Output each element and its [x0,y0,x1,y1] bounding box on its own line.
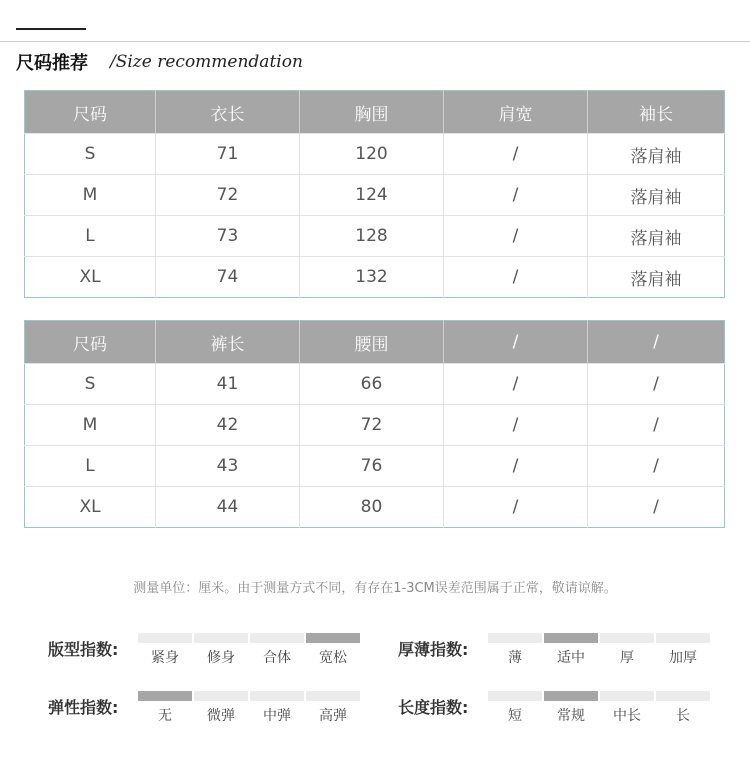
level-label: 合体 [263,650,291,666]
index-level [250,633,304,667]
level-bar [250,633,304,643]
table-cell: 120 [300,134,444,175]
index-level [488,633,542,667]
level-bar [138,633,192,643]
table-cell: 落肩袖 [588,216,725,257]
level-bar [600,633,654,643]
table-cell: 72 [300,405,444,446]
table-cell: 66 [300,364,444,405]
table-cell: XL [25,257,156,298]
level-label: 紧身 [151,650,179,666]
table-cell: L [25,446,156,487]
header-pants-length: 裤长 [156,321,300,364]
table-cell: XL [25,487,156,528]
index-level [138,691,192,725]
level-bar [194,691,248,701]
header-size: 尺码 [25,91,156,134]
level-label: 高弹 [319,708,347,724]
header-sleeve: 袖长 [588,91,725,134]
table-cell: 71 [156,134,300,175]
level-bar [544,691,598,701]
level-label: 常规 [557,708,585,724]
header-empty-1: / [444,321,588,364]
section-heading [16,50,303,74]
elasticity-index [48,691,368,731]
top-divider [0,41,750,42]
table-cell: 44 [156,487,300,528]
table-cell: S [25,364,156,405]
level-label: 厚 [620,650,634,666]
top-size-table [24,90,725,298]
thickness-index-label: 厚薄指数: [398,640,469,659]
table-cell: 80 [300,487,444,528]
level-bar [600,691,654,701]
table-cell: / [444,446,588,487]
fit-index-label: 版型指数: [48,640,119,659]
table-cell: / [588,405,725,446]
table-cell: / [444,257,588,298]
measurement-note: 测量单位：厘米。由于测量方式不同，有存在1-3CM误差范围属于正常，敬请谅解。 [133,581,617,596]
header-shoulder: 肩宽 [444,91,588,134]
table-cell: 72 [156,175,300,216]
length-index [398,691,718,731]
table-row [25,487,725,528]
table-cell: / [444,364,588,405]
heading-title-en: /Size recommendation [110,52,303,72]
table-cell: 41 [156,364,300,405]
level-bar [306,633,360,643]
level-bar [306,691,360,701]
index-level [194,633,248,667]
table-cell: / [444,487,588,528]
level-bar [250,691,304,701]
table-cell: / [444,134,588,175]
table-cell: / [588,364,725,405]
table-cell: 132 [300,257,444,298]
index-level [656,691,710,725]
elasticity-index-label: 弹性指数: [48,698,119,717]
level-bar [138,691,192,701]
table-row [25,446,725,487]
index-level [250,691,304,725]
length-index-label: 长度指数: [398,698,469,717]
table-cell: / [444,405,588,446]
level-label: 修身 [207,650,235,666]
table-cell: 73 [156,216,300,257]
table-row [25,216,725,257]
level-bar [488,691,542,701]
level-bar [488,633,542,643]
table-cell: S [25,134,156,175]
heading-title-zh: 尺码推荐 [16,53,88,74]
header-waist: 腰围 [300,321,444,364]
level-bar [194,633,248,643]
level-label: 微弹 [207,708,235,724]
level-label: 长 [676,708,690,724]
table-cell: 落肩袖 [588,175,725,216]
level-label: 薄 [508,650,522,666]
table-cell: 落肩袖 [588,257,725,298]
level-label: 无 [158,708,172,724]
index-level [544,691,598,725]
index-level [488,691,542,725]
table-cell: / [444,175,588,216]
level-label: 中弹 [263,708,291,724]
table-cell: / [588,446,725,487]
table-cell: 74 [156,257,300,298]
table-row [25,134,725,175]
table-header-row [25,321,725,364]
index-level [306,633,360,667]
table-cell: M [25,175,156,216]
table-row [25,364,725,405]
level-bar [656,633,710,643]
index-level [544,633,598,667]
header-chest: 胸围 [300,91,444,134]
index-level [600,633,654,667]
table-cell: / [588,487,725,528]
level-label: 加厚 [669,650,697,666]
table-cell: 76 [300,446,444,487]
header-length: 衣长 [156,91,300,134]
level-label: 宽松 [319,650,347,666]
index-level [194,691,248,725]
level-bar [656,691,710,701]
table-row [25,405,725,446]
level-label: 适中 [557,650,585,666]
level-label: 短 [508,708,522,724]
table-cell: 42 [156,405,300,446]
table-cell: L [25,216,156,257]
index-level [600,691,654,725]
header-empty-2: / [588,321,725,364]
table-cell: 128 [300,216,444,257]
index-level [138,633,192,667]
table-cell: M [25,405,156,446]
table-header-row [25,91,725,134]
fit-index [48,633,368,673]
header-size: 尺码 [25,321,156,364]
table-cell: 124 [300,175,444,216]
index-level [306,691,360,725]
level-label: 中长 [613,708,641,724]
table-cell: 43 [156,446,300,487]
top-accent-line [16,28,86,30]
table-row [25,175,725,216]
table-cell: 落肩袖 [588,134,725,175]
level-bar [544,633,598,643]
bottom-size-table [24,320,725,528]
table-row [25,257,725,298]
table-cell: / [444,216,588,257]
index-level [656,633,710,667]
thickness-index [398,633,718,673]
